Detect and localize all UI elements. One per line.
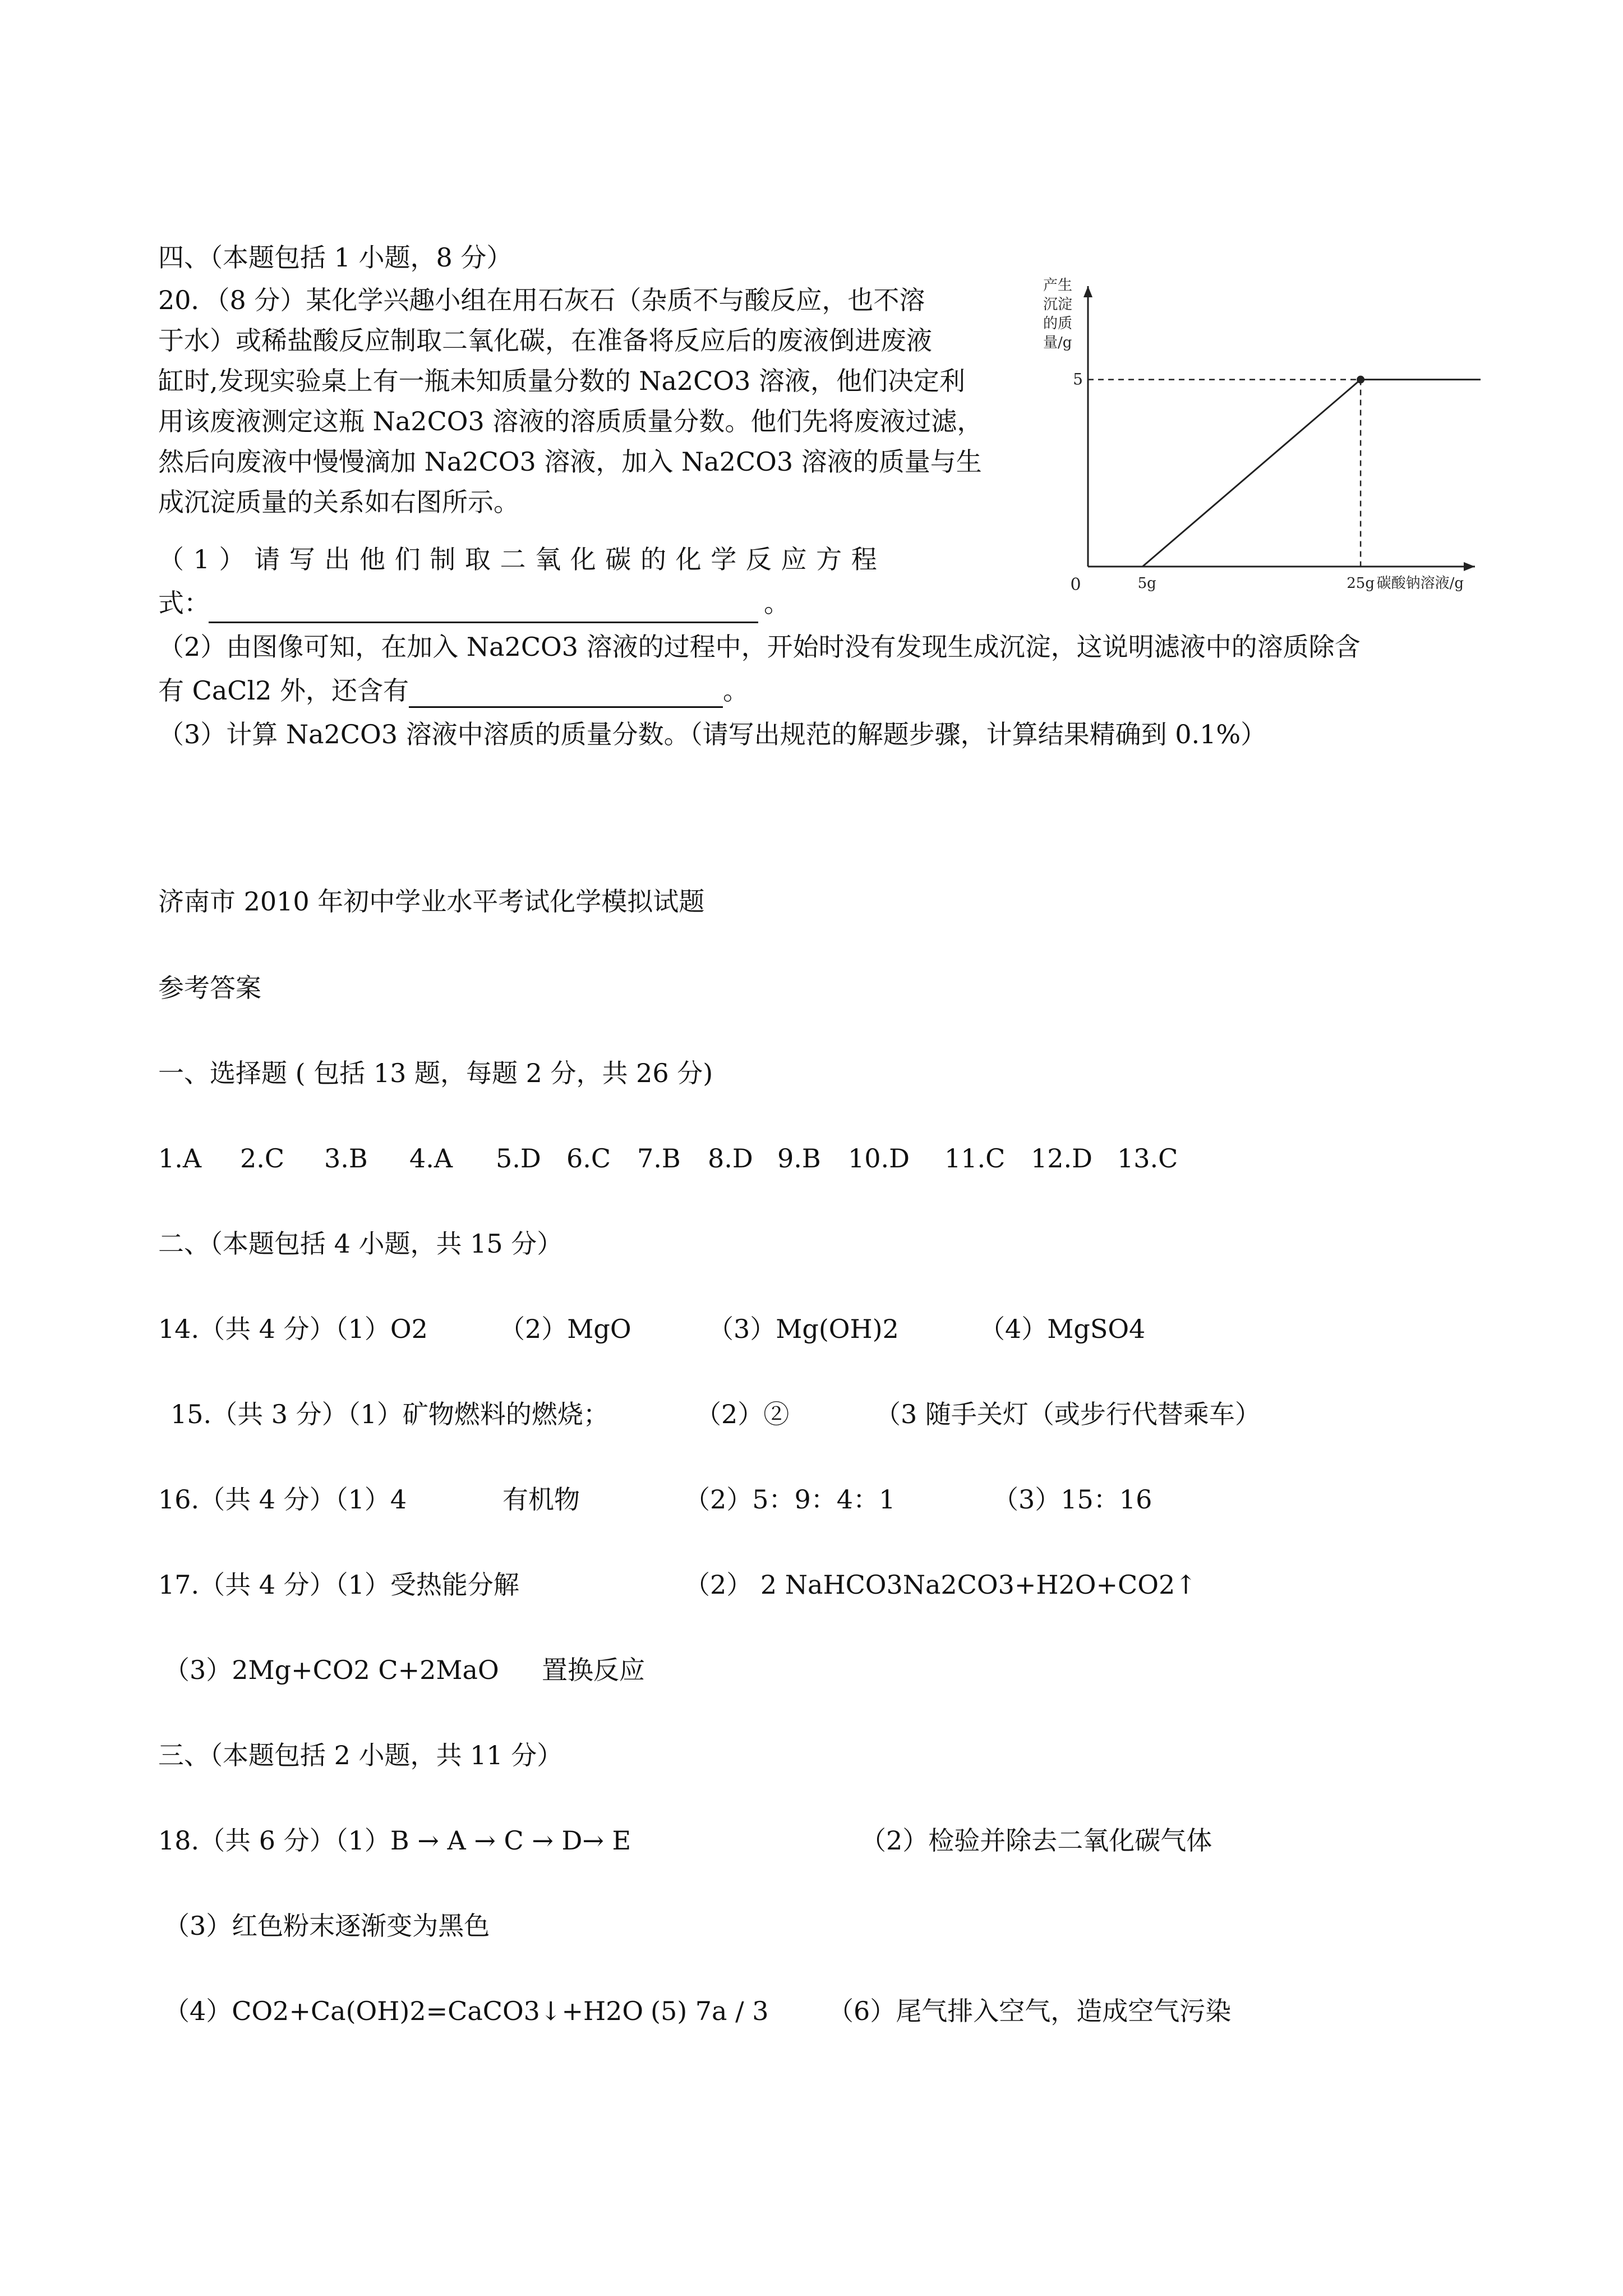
mc-answer: 10.D	[848, 1143, 910, 1174]
text-line: （3）计算 Na2CO3 溶液中溶质的质量分数。（请写出规范的解题步骤，计算结果精确到 0.1%）	[158, 719, 1267, 749]
x-axis-label: 碳酸钠溶液/g	[1376, 575, 1464, 592]
section-heading: 三、（本题包括 2 小题，共 11 分）	[158, 1740, 563, 1770]
precipitate-chart	[1038, 272, 1486, 609]
answer-part: 有机物	[502, 1484, 580, 1515]
answer-part: 15.（共 3 分）（1）矿物燃料的燃烧；	[170, 1399, 609, 1429]
answer-part: （2）MgO	[499, 1314, 631, 1344]
mc-answer: 1.A	[158, 1143, 202, 1174]
answer-part: （3）2Mg+CO2 C+2MaO	[164, 1655, 499, 1685]
mc-answer: 11.C	[944, 1143, 1006, 1174]
answer-part: (5) 7a / 3	[651, 1996, 769, 2026]
answer-part: （2）②	[695, 1399, 790, 1429]
answer-part: （2）5：9：4：1	[684, 1484, 896, 1515]
text-line: 成沉淀质量的关系如右图所示。	[158, 487, 519, 517]
text-line: 缸时,发现实验桌上有一瓶未知质量分数的 Na2CO3 溶液，他们决定利	[158, 366, 965, 396]
y-axis-arrow	[1083, 286, 1092, 297]
answer-part: （3 随手关灯（或步行代替乘车）	[875, 1399, 1261, 1429]
text-line: 用该废液测定这瓶 Na2CO3 溶液的溶质质量分数。他们先将废液过滤，	[158, 406, 983, 436]
origin-label: 0	[1070, 575, 1081, 595]
text-line	[158, 586, 210, 620]
text-line: 然后向废液中慢慢滴加 Na2CO3 溶液，加入 Na2CO3 溶液的质量与生	[158, 447, 982, 477]
chart-series	[1142, 376, 1481, 567]
answer-blank[interactable]	[409, 678, 723, 708]
answer-part: （3）15：16	[993, 1484, 1152, 1515]
chart-guides	[1088, 380, 1361, 567]
mc-answer: 2.C	[240, 1143, 285, 1174]
section-heading: 一、选择题 ( 包括 13 题，每题 2 分，共 26 分)	[158, 1058, 713, 1088]
mc-answer: 9.B	[777, 1143, 821, 1174]
mc-answer: 13.C	[1117, 1143, 1178, 1174]
answers-subtitle: 参考答案	[158, 973, 261, 1003]
x-tick-label: 5g	[1137, 575, 1156, 592]
section-heading: 四、（本题包括 1 小题，8 分）	[158, 242, 513, 273]
mc-answer: 4.A	[409, 1143, 453, 1174]
answer-part: 16.（共 4 分）（1）4	[158, 1484, 407, 1515]
answer-blank[interactable]	[209, 593, 758, 623]
chart-axes	[1083, 286, 1475, 571]
x-axis-arrow	[1464, 562, 1475, 571]
chart-labels	[1043, 277, 1464, 595]
series-line	[1142, 380, 1481, 567]
mc-answer: 8.D	[708, 1143, 753, 1174]
text-line	[158, 673, 749, 708]
label: 。	[723, 675, 749, 706]
data-point	[1357, 376, 1364, 384]
text-line: （2）由图像可知，在加入 Na2CO3 溶液的过程中，开始时没有发现生成沉淀，这说明滤液中的溶质除含	[158, 632, 1361, 662]
text-line: 于水）或稀盐酸反应制取二氧化碳，在准备将反应后的废液倒进废液	[158, 325, 932, 356]
mc-answer: 7.B	[637, 1143, 681, 1174]
mc-answer: 3.B	[324, 1143, 368, 1174]
answer-part: （3）Mg(OH)2	[708, 1314, 899, 1344]
y-axis-label: 产生	[1043, 277, 1073, 294]
answer-part: （2）检验并除去二氧化碳气体	[860, 1825, 1212, 1856]
y-tick-label: 5	[1073, 370, 1083, 389]
answer-part: （4）MgSO4	[979, 1314, 1146, 1344]
answer-part: 18.（共 6 分）（1）B → A → C → D→ E	[158, 1825, 631, 1856]
section-heading: 二、（本题包括 4 小题，共 15 分）	[158, 1228, 563, 1259]
answer-part: 置换反应	[542, 1655, 645, 1685]
answer-part: （4）CO2+Ca(OH)2=CaCO3↓+H2O	[164, 1996, 644, 2026]
answer-part: 14.（共 4 分）（1）O2	[158, 1314, 428, 1344]
answer-part: （2） 2 NaHCO3Na2CO3+H2O+CO2↑	[684, 1570, 1197, 1600]
y-axis-label: 的质	[1043, 315, 1073, 332]
x-tick-label: 25g	[1347, 575, 1375, 592]
text-line: （ 1 ） 请 写 出 他 们 制 取 二 氧 化 碳 的 化 学 反 应 方 程	[158, 544, 878, 574]
label: 有 CaCl2 外，还含有	[158, 675, 409, 706]
label: 式：	[158, 588, 210, 618]
mc-answer: 5.D	[496, 1143, 541, 1174]
answer-part: 17.（共 4 分）（1）受热能分解	[158, 1570, 519, 1600]
y-axis-label: 沉淀	[1043, 296, 1073, 313]
answers-title: 济南市 2010 年初中学业水平考试化学模拟试题	[158, 886, 705, 917]
y-axis-label: 量/g	[1043, 334, 1072, 351]
answer-part: （6）尾气排入空气，造成空气污染	[828, 1996, 1232, 2026]
answer-part: （3）红色粉末逐渐变为黑色	[164, 1911, 490, 1941]
text-line: 20．（8 分）某化学兴趣小组在用石灰石（杂质不与酸反应，也不溶	[158, 285, 925, 315]
mc-answer: 12.D	[1031, 1143, 1093, 1174]
text-line: 。	[764, 588, 790, 618]
mc-answer: 6.C	[566, 1143, 611, 1174]
